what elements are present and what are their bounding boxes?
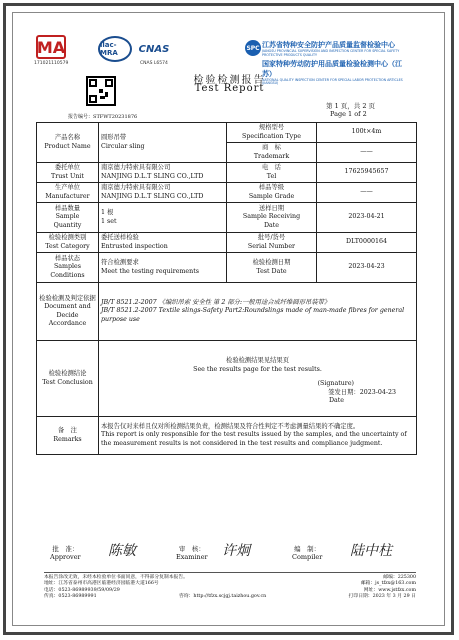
trademark-value: ——	[317, 143, 417, 163]
remarks-value: 本报告仅对来样且仅对所检测结果负责，检测结果及符合性判定不考虑测量结果的不确定度。 This report is only responsible for the test results issued by the samples, and the uncertainty of the measurement results is not considered in the test results and compliance judgment.	[99, 417, 417, 455]
examiner-label: 审 核： Examiner	[176, 545, 208, 561]
product-name-label: 产品名称 Product Name	[37, 123, 99, 163]
spec-label: 规格型号 Specification Type	[227, 123, 317, 143]
issue-date: 签发日期：2023-04-23	[328, 388, 396, 396]
report-title-en: Test Report	[194, 83, 265, 94]
examiner-signature: 许炯	[222, 543, 250, 559]
test-conclusion-value: 检验检测结果见结果页 See the results page for the test results. (Signature) 签发日期：2023-04-23 Date	[99, 341, 417, 417]
cma-number: 171021110579	[34, 61, 69, 66]
footer-fax: 传真：0523-86989991	[44, 593, 97, 599]
receiving-date-value: 2023-04-21	[317, 203, 417, 233]
manufacturer-value: 南京德力特索具有限公司 NANJING D.L.T SLING CO.,LTD	[99, 183, 227, 203]
footer-print-date: 打印日期：2023 年 3 月 29 日	[348, 593, 416, 599]
footer-consult: 咨询：http://tfzx.scjgj.taizhou.gov.cn	[178, 593, 267, 599]
trust-unit-label: 委托单位 Trust Unit	[37, 163, 99, 183]
footer-website: 网址：www.jstfzx.com	[363, 587, 416, 593]
product-name-value: 圆形吊带 Circular sling	[99, 123, 227, 163]
ilac-mra-logo: ilac-MRA	[98, 36, 132, 62]
spec-value: 100t×4m	[317, 123, 417, 143]
remarks-label: 备 注 Remarks	[37, 417, 99, 455]
sample-grade-value: ——	[317, 183, 417, 203]
sample-conditions-value: 符合检测要求 Meet the testing requirements	[99, 253, 227, 283]
tel-label: 电 话 Tel	[227, 163, 317, 183]
sample-quantity-label: 样品数量 Sample Quantity	[37, 203, 99, 233]
cnas-logo: CNAS	[138, 43, 170, 55]
org-name-cn-2: 国家特种劳动防护用品质量检验检测中心（江苏）	[262, 59, 402, 78]
manufacturer-label: 生产单位 Manufacturer	[37, 183, 99, 203]
page-indicator-en: Page 1 of 2	[330, 110, 367, 118]
footer-postcode: 邮编：225300	[383, 575, 416, 580]
spc-logo: SPC	[245, 40, 261, 56]
trademark-label: 商 标 Trademark	[227, 143, 317, 163]
footer-notice: 本报告涂改无效，未经本检验单位书面同意，不得部分复制本报告。	[44, 575, 188, 580]
org-name-cn: 江苏省特种安全防护产品质量监督检验中心	[262, 41, 395, 49]
report-number: 报告编号：STFWT20231876	[68, 114, 138, 120]
compiler-label: 编 制： Compiler	[292, 545, 323, 561]
report-title-cn: 检验检测报告	[193, 75, 266, 86]
approver-signature: 陈敏	[108, 543, 136, 559]
tel-value: 17625945657	[317, 163, 417, 183]
test-category-value: 委托送样检验 Entrusted inspection	[99, 233, 227, 253]
serial-number-value: DLT0000164	[317, 233, 417, 253]
footer-address: 地址：江苏省泰州市高港区临港经济园临港大道166号	[44, 581, 159, 587]
sample-conditions-label: 样品状态 Samples Conditions	[37, 253, 99, 283]
trust-unit-value: 南京德力特索具有限公司 NANJING D.L.T SLING CO.,LTD	[99, 163, 227, 183]
approver-label: 批 准： Approver	[50, 545, 81, 561]
test-basis-value: JB/T 8521.2-2007 《编织吊索 安全性 第 2 部分:一般用途合成纤维圆形吊装带》 JB/T 8521.2-2007 Textile slings-Safety Part2:Roundslings made of man-made fibres for general purpose use	[99, 283, 417, 341]
test-date-value: 2023-04-23	[317, 253, 417, 283]
report-table	[36, 122, 417, 455]
test-category-label: 检验检测类别 Test Category	[37, 233, 99, 253]
cma-logo: MA	[36, 35, 66, 59]
test-conclusion-label: 检验检测结论 Test Conclusion	[37, 341, 99, 417]
org-name-en: JIANGSU PROVINCIAL SUPERVISION AND INSPECTION CENTER FOR SPECIAL SAFETY PROTECTIVE PRODUCTS QUALITY	[262, 49, 400, 57]
test-date-label: 检验检测日期 Test Date	[227, 253, 317, 283]
cnas-number: CNAS L6574	[140, 61, 168, 66]
compiler-signature: 陆中柱	[350, 543, 392, 559]
receiving-date-label: 送样日期 Sample Receiving Date	[227, 203, 317, 233]
sample-quantity-value: 1 根 1 set	[99, 203, 227, 233]
footer	[44, 572, 424, 600]
footer-tel: 电话：0523-86989939/59/09/29	[44, 587, 120, 593]
signature-label: (Signature)	[317, 380, 354, 388]
sample-grade-label: 样品等级 Sample Grade	[227, 183, 317, 203]
footer-email: 邮箱：js_tfzx@163.com	[360, 581, 416, 587]
page-indicator-cn: 第 1 页，共 2 页	[326, 102, 376, 110]
org-name-en-2: NATIONAL QUALITY INSPECTION CENTER FOR SPECIAL LABOR PROTECTION ARTICLES (JIANGSU)	[262, 77, 403, 86]
serial-number-label: 批号/货号 Serial Number	[227, 233, 317, 253]
test-basis-label: 检验检测及判定依据 Document and Decide Accordance	[37, 283, 99, 341]
